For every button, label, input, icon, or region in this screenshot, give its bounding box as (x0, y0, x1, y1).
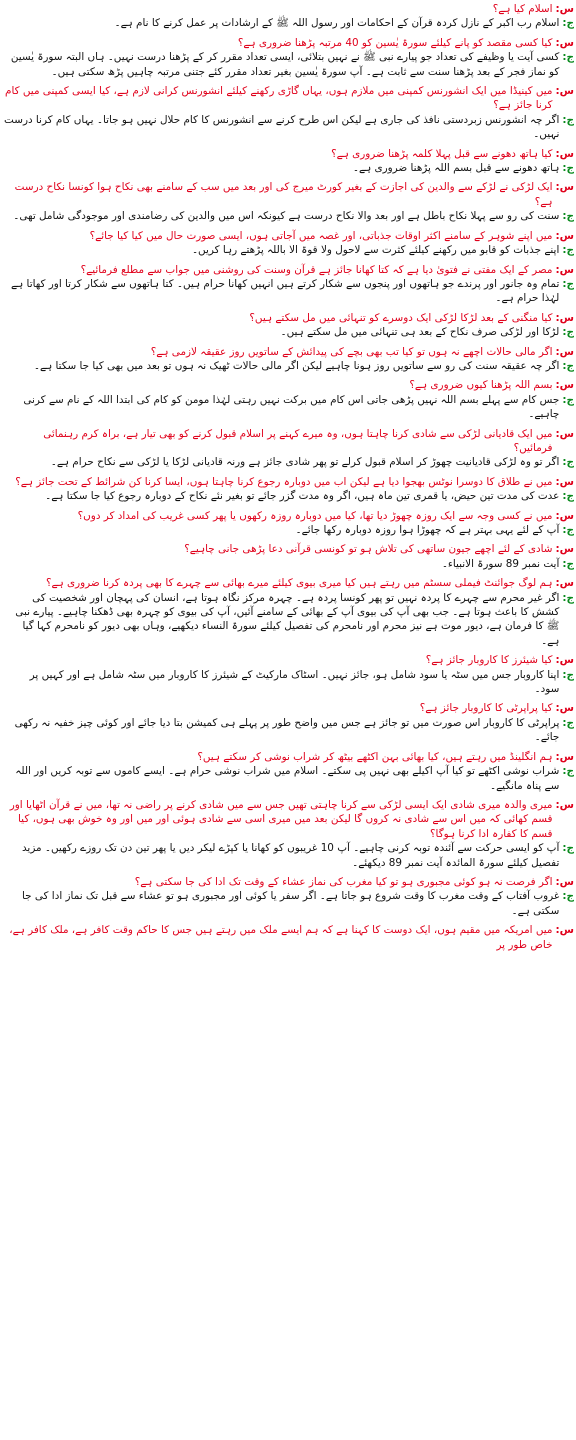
answer-row (2, 591, 574, 649)
qa-entry (2, 36, 574, 79)
question-label: س: (555, 379, 574, 392)
answer-row (2, 523, 574, 537)
answer-text: اگر چہ انشورنس زبردستی نافذ کی جاری ہے لیکن اس طرح کرنے سے انشورنس کا کام حلال نہیں ہو جاتا۔ یہاں کام کرنا درست نہیں۔ (4, 113, 560, 141)
answer-row (2, 277, 574, 306)
answer-row (2, 668, 574, 697)
question-text: کیا منگنی کے بعد لڑکا لڑکی ایک دوسرے کو تنہائی میں مل سکتے ہیں؟ (249, 311, 553, 324)
question-row (2, 509, 574, 523)
answer-label: ج: (562, 524, 574, 536)
answer-text: آپ کو ایسی حرکت سے آئندہ توبہ کرنی چاہیے۔ آپ 10 غریبوں کو کھانا یا کپڑے لیکر دیں یا پھر تین دن تک روزے رکھیں۔ مزید تفصیل کیلئے سورۃ المائدہ آیت نمبر 89 دیکھئے۔ (21, 842, 560, 869)
question-label: س: (555, 181, 574, 194)
question-label: س: (555, 36, 574, 49)
question-row (2, 923, 574, 952)
qa-entry (2, 798, 574, 870)
qa-entry (2, 701, 574, 744)
answer-row (2, 113, 574, 142)
question-row (2, 36, 574, 50)
question-label: س: (555, 311, 574, 324)
answer-label: ج: (562, 765, 574, 778)
answer-label: ج: (562, 716, 574, 729)
question-text: ہم انگلینڈ میں رہتے ہیں، کیا بھائی بہن اکٹھے بیٹھ کر شراب نوشی کر سکتے ہیں؟ (197, 750, 553, 763)
answer-text: اگر تو وہ لڑکی قادیانیت چھوڑ کر اسلام قبول کرلے تو پھر شادی جائز ہے ورنہ قادیانی لڑکا یا لڑکی سے نکاح حرام ہے۔ (50, 456, 560, 469)
question-row (2, 84, 574, 113)
answer-label: ج: (562, 326, 574, 339)
question-text: ایک لڑکی نے لڑکے سے والدین کی اجازت کے بغیر کورٹ میرج کی اور بعد میں سب کے سامنے بھی نکاح ہوا کونسا نکاح درست ہے؟ (14, 181, 553, 208)
answer-label: ج: (562, 244, 574, 257)
qa-entry (2, 875, 574, 918)
answer-text: اپنے جذبات کو قابو میں رکھنے کیلئے کثرت سے لاحول ولا قوۃ الا باللہ پڑھتے رہا کریں۔ (191, 244, 560, 257)
question-label: س: (555, 750, 574, 763)
answer-row (2, 489, 574, 503)
answer-row (2, 764, 574, 793)
question-text: کیا شیئرز کا کاروبار جائز ہے؟ (425, 654, 553, 667)
qa-entry (2, 345, 574, 374)
qa-entry (2, 378, 574, 421)
question-text: میں نے کسی وجہ سے ایک روزہ چھوڑ دیا تھا، کیا میں دوبارہ روزہ رکھوں یا پھر کسی غریب کی امداد کر دوں؟ (77, 509, 553, 522)
qa-entry (2, 576, 574, 648)
answer-text: اسلام رب اکبر کے نازل کردہ قرآن کے احکامات اور رسول اللہ ﷺ کے ارشادات پر عمل کرنے کا نام ہے۔ (114, 17, 560, 30)
answer-text: غروب آفتاب کے وقت مغرب کا وقت شروع ہو جاتا ہے۔ اگر سفر یا کوئی اور مجبوری ہو تو عشاء سے قبل تک نماز ادا کی جا سکتی ہے۔ (22, 890, 560, 917)
answer-label: ج: (562, 113, 574, 126)
answer-label: ج: (562, 17, 574, 30)
answer-label: ج: (562, 490, 574, 503)
answer-label: ج: (562, 51, 574, 64)
answer-row (2, 16, 574, 30)
question-label: س: (555, 85, 574, 98)
answer-text: ہاتھ دھونے سے قبل بسم اللہ پڑھنا ضروری ہے۔ (352, 162, 560, 175)
question-label: س: (555, 345, 574, 358)
question-label: س: (555, 3, 574, 15)
question-row (2, 263, 574, 277)
question-row (2, 180, 574, 209)
question-text: اگر فرصت نہ ہو کوئی مجبوری ہو تو کیا مغرب کی نماز عشاء کے وقت تک ادا کی جا سکتی ہے؟ (134, 875, 553, 888)
question-row (2, 229, 574, 243)
answer-label: ج: (562, 890, 574, 903)
qa-entry (2, 229, 574, 258)
qa-entry (2, 750, 574, 793)
question-label: س: (555, 702, 574, 715)
question-label: س: (555, 798, 574, 811)
answer-row (2, 359, 574, 373)
qa-entry (2, 923, 574, 952)
answer-row (2, 209, 574, 223)
answer-row (2, 50, 574, 79)
answer-label: ج: (562, 393, 574, 406)
answer-label: ج: (562, 668, 574, 681)
question-label: س: (555, 263, 574, 276)
question-text: میں ایک قادیانی لڑکی سے شادی کرنا چاہتا ہوں، وہ میرے کہنے پر اسلام قبول کرنے کو بھی تیار ہے، براہ کرم رہنمائی فرمائیں؟ (43, 427, 553, 454)
qa-entry (2, 653, 574, 696)
answer-row (2, 161, 574, 175)
question-label: س: (555, 509, 574, 522)
answer-text: آپ کے لئے یہی بہتر ہے کہ چھوڑا ہوا روزہ دوبارہ رکھا جائے۔ (295, 524, 560, 536)
answer-label: ج: (562, 162, 574, 175)
question-row (2, 378, 574, 392)
qa-entry (2, 263, 574, 306)
answer-text: جس کام سے پہلے بسم اللہ نہیں پڑھی جاتی اس کام میں برکت نہیں رہتی لہٰذا مومن کو کام کی ابتدا اللہ کے نام سے کرنی چاہیے۔ (23, 393, 560, 421)
question-row (2, 542, 574, 556)
qa-entry (2, 147, 574, 176)
answer-row (2, 889, 574, 918)
answer-row (2, 557, 574, 571)
answer-text: تمام وہ جانور اور پرندے جو ہاتھوں اور پنجوں سے شکار کرتے ہیں انہیں کھانا حرام ہیں۔ کتا ہاتھوں سے شکار کرتا اور کھاتا ہے لہٰذا حرام ہے۔ (11, 277, 560, 305)
question-text: اسلام کیا ہے؟ (492, 3, 553, 15)
question-text: میں نے طلاق کا دوسرا نوٹس بھجوا دیا ہے لیکن اب میں دوبارہ رجوع کرنا چاہتا ہوں، ایسا کرنا کن شرائط کے تحت جائز ہے؟ (15, 475, 553, 488)
answer-row (2, 243, 574, 257)
answer-text: سنت کی رو سے پہلا نکاح باطل ہے اور بعد والا نکاح درست ہے کیونکہ اس میں والدین کی رضامندی اور موجودگی شامل تھی۔ (13, 210, 560, 223)
question-label: س: (555, 229, 574, 242)
qa-entry (2, 475, 574, 504)
question-label: س: (555, 654, 574, 667)
answer-text: شراب نوشی اکٹھے تو کیا آپ اکیلے بھی نہیں پی سکتے۔ اسلام میں شراب نوشی حرام ہے۔ ایسے کاموں سے توبہ کریں اور اللہ سے پناہ مانگیے۔ (15, 765, 560, 792)
answer-row (2, 841, 574, 870)
question-row (2, 147, 574, 161)
answer-row (2, 716, 574, 745)
answer-text: اگر غیر محرم سے چہرے کا پردہ نہیں تو پھر کونسا پردہ ہے۔ چہرہ مرکز نگاہ ہوتا ہے، انسان کی پہچان اور شخصیت کی کشش کا باعث ہوتا ہے۔ جب بھی آپ کی بیوی آپ کے بھائی کے سامنے آئیں، آپ کی بیوی کو چہرہ بھی ڈھکنا چاہیے۔ پیارے نبی ﷺ کا فرمان ہے، دیور موت ہے نیز محرم اور نامحرم کی تفصیل کیلئے سورۃ النساء دیکھیے، وہاں بھی دیور کو نامحرم کہا گیا ہے۔ (15, 591, 560, 647)
question-row (2, 345, 574, 359)
question-text: اگر مالی حالات اچھے نہ ہوں تو کیا تب بھی بچے کی پیدائش کے ساتویں روز عقیقہ لازمی ہے؟ (150, 345, 553, 358)
answer-label: ج: (562, 277, 574, 290)
question-text: میں کینیڈا میں ایک انشورنس کمپنی میں ملازم ہوں، یہاں گاڑی رکھنے کیلئے انشورنس کرانی لازم ہے، کیا ایسی کمپنی میں کام کرنا جائز ہے؟ (5, 85, 553, 112)
answer-label: ج: (562, 456, 574, 469)
question-row (2, 2, 574, 16)
question-text: میں اپنے شوہر کے سامنے اکثر اوقات جذباتی، اور غصہ میں آجاتی ہوں، ایسی صورت حال میں کیا کیا جائے؟ (89, 229, 553, 242)
qa-entry (2, 180, 574, 223)
answer-text: آیت نمبر 89 سورۃ الانبیاء۔ (441, 557, 560, 570)
qa-entry (2, 509, 574, 538)
question-row (2, 875, 574, 889)
question-row (2, 653, 574, 667)
question-text: ہم لوگ جوائنٹ فیملی سسٹم میں رہتے ہیں کیا میری بیوی کیلئے میرے بھائی سے چہرے کا بھی پردہ کرنا ضروری ہے؟ (45, 577, 553, 590)
question-label: س: (555, 475, 574, 488)
question-text: بسم اللہ پڑھنا کیوں ضروری ہے؟ (409, 379, 553, 392)
answer-row (2, 455, 574, 469)
question-label: س: (555, 875, 574, 888)
question-label: س: (555, 147, 574, 160)
answer-label: ج: (562, 842, 574, 855)
question-text: شادی کے لئے اچھے جیون ساتھی کی تلاش ہو تو کونسی قرآنی دعا پڑھی جانی چاہیے؟ (184, 543, 553, 556)
qa-entry (2, 2, 574, 31)
answer-label: ج: (562, 557, 574, 570)
answer-text: اپنا کاروبار جس میں سٹہ یا سود شامل ہو، جائز نہیں۔ اسٹاک مارکیٹ کے شیئرز کا کاروبار میں سٹہ شامل ہے اور کہیں پر سود۔ (29, 668, 560, 696)
answer-row (2, 393, 574, 422)
answer-label: ج: (562, 359, 574, 372)
question-row (2, 475, 574, 489)
answer-text: لڑکا اور لڑکی صرف نکاح کے بعد ہی تنہائی میں مل سکتے ہیں۔ (280, 326, 560, 339)
answer-text: عدت کی مدت تین حیض، یا قمری تین ماہ ہیں، اگر وہ مدت گزر جائے تو بغیر نئے نکاح کے دوبارہ رجوع کیا جا سکتا ہے۔ (45, 490, 560, 503)
answer-label: ج: (562, 210, 574, 223)
question-row (2, 798, 574, 841)
qa-entry (2, 427, 574, 470)
question-text: میری والدہ میری شادی ایک ایسی لڑکی سے کرنا چاہتی تھیں جس سے میں شادی کرنے پر راضی نہ تھا، میں نے قرآن اٹھایا اور قسم کھائی کہ میں اس سے شادی نہ کروں گا لیکن بعد میں میری اسی سے شادی ہوئی اور میں اور وہ خوش بھی ہوں، کیا قسم کا کفارہ ادا کرنا ہوگا؟ (9, 798, 553, 840)
question-text: کیا کسی مقصد کو پانے کیلئے سورۃ یٰسین کو 40 مرتبہ پڑھنا ضروری ہے؟ (237, 36, 553, 49)
answer-text: پراپرٹی کا کاروبار اس صورت میں تو جائز ہے جس میں واضح طور پر پہلے ہی کمیشن بتا دیا جائے اور کوئی چیز خفیہ نہ رکھی جائے۔ (14, 716, 560, 744)
question-row (2, 750, 574, 764)
question-row (2, 576, 574, 590)
qa-entry (2, 542, 574, 571)
answer-text: اگر چہ عقیقہ سنت کی رو سے ساتویں روز ہونا چاہیے لیکن اگر مالی حالات ٹھیک نہ ہوں تو بعد میں بھی کیا جا سکتا ہے۔ (33, 359, 560, 372)
answer-row (2, 325, 574, 339)
question-row (2, 701, 574, 715)
qa-entry (2, 84, 574, 142)
question-label: س: (555, 543, 574, 556)
question-row (2, 311, 574, 325)
question-text: کیا پراپرٹی کا کاروبار جائز ہے؟ (419, 702, 553, 715)
question-label: س: (555, 924, 574, 937)
question-text: مصر کے ایک مفتی نے فتویٰ دیا ہے کہ کتا کھانا جائز ہے قرآن وسنت کی روشنی میں جواب سے مطلع فرمائیے؟ (80, 263, 553, 276)
question-text: میں امریکہ میں مقیم ہوں، ایک دوست کا کہنا ہے کہ ہم ایسے ملک میں رہتے ہیں جس کا حاکم وقت کافر ہے، ملک کافر ہے، خاص طور پر (9, 924, 553, 951)
question-label: س: (555, 427, 574, 440)
answer-text: کسی آیت یا وظیفے کی تعداد جو پیارے نبی ﷺ نے نہیں بتلائی، ایسی تعداد مقرر کر کے پڑھنا درست نہیں۔ ہاں البتہ سورۃ یٰسین کو نماز فجر کے بعد پڑھنا سنت سے ثابت ہے۔ آپ سورۃ یٰسین بغیر تعداد مقرر کئے جتنی مرتبہ چاہیں پڑھ سکتی ہیں۔ (10, 51, 560, 78)
question-row (2, 427, 574, 456)
question-label: س: (555, 577, 574, 590)
answer-label: ج: (562, 591, 574, 604)
question-text: کیا ہاتھ دھونے سے قبل پہلا کلمہ پڑھنا ضروری ہے؟ (331, 147, 553, 160)
qa-entry (2, 311, 574, 340)
